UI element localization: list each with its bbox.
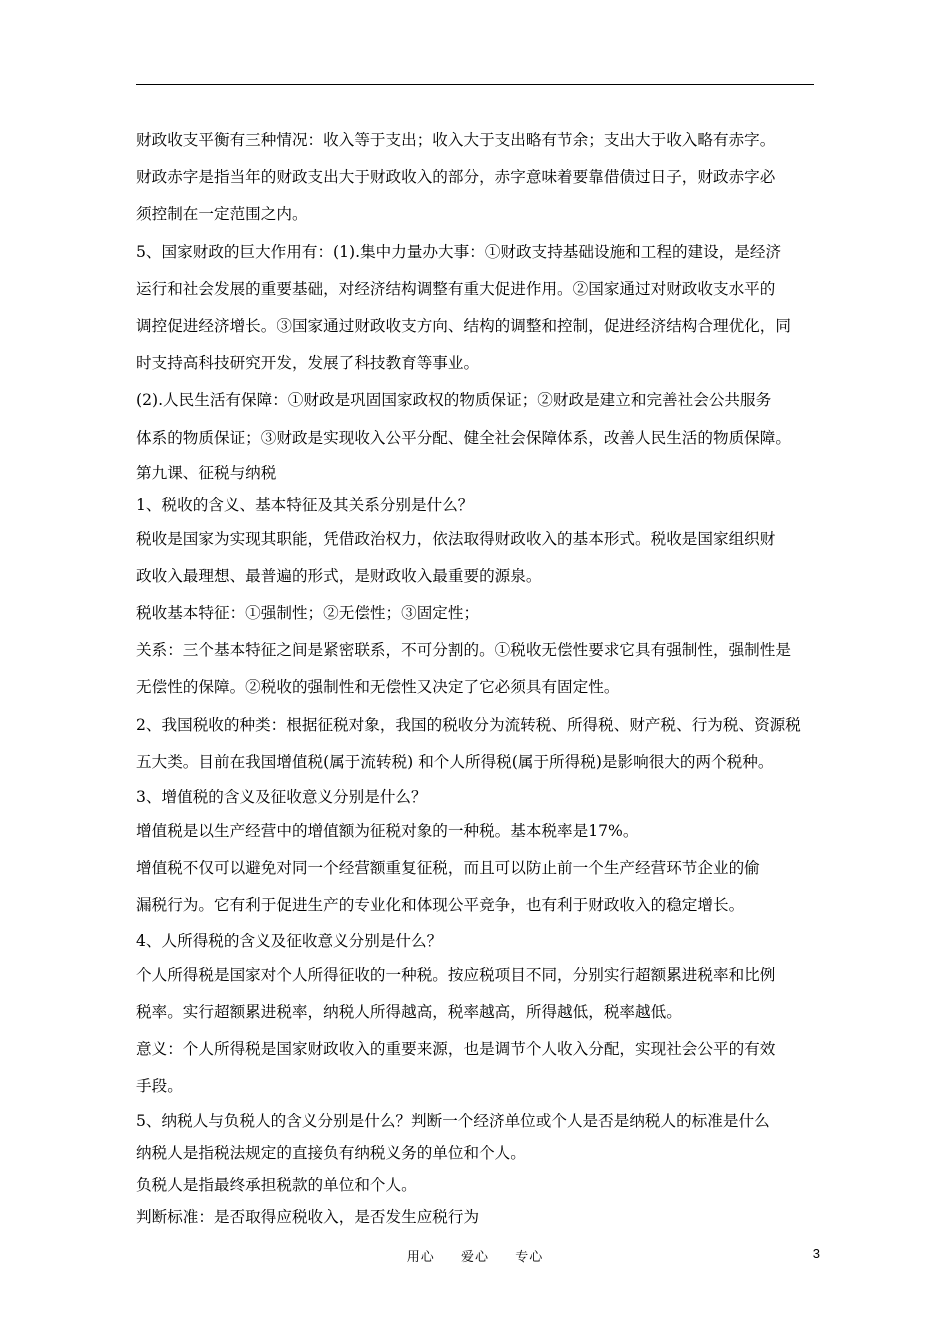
text-line: 手段。 [136,1077,183,1096]
text-line: 财政赤字是指当年的财政支出大于财政收入的部分，赤字意味着要靠借债过日子，财政赤字必 [136,168,776,187]
text-line: 增值税不仅可以避免对同一个经营额重复征税，而且可以防止前一个生产经营环节企业的偷 [136,859,760,878]
question-heading: 3、增值税的含义及征收意义分别是什么？ [136,788,427,806]
footer-slogan: 用心 爱心 专心 [406,1250,544,1265]
text-line: (2).人民生活有保障：①财政是巩固国家政权的物质保证；②财政是建立和完善社会公共服务 [136,391,772,410]
text-line: 税收基本特征：①强制性；②无偿性；③固定性； [136,604,480,623]
page-number: 3 [812,1246,820,1261]
text-line: 个人所得税是国家对个人所得征收的一种税。按应税项目不同，分别实行超额累进税率和比例 [136,965,776,984]
text-line: 须控制在一定范围之内。 [136,205,308,224]
text-line: 运行和社会发展的重要基础，对经济结构调整有重大促进作用。②国家通过对财政收支水平的 [136,279,776,298]
text-line: 五大类。目前在我国增值税(属于流转税) 和个人所得税(属于所得税)是影响很大的两个税种。 [136,752,774,771]
page-footer [0,1246,950,1270]
lesson-heading: 第九课、征税与纳税 [136,463,277,482]
text-line: 5、国家财政的巨大作用有：(1).集中力量办大事：①财政支持基础设施和工程的建设，是经济 [136,242,782,261]
text-line: 意义：个人所得税是国家财政收入的重要来源，也是调节个人收入分配，实现社会公平的有效 [136,1039,776,1058]
text-line: 增值税是以生产经营中的增值额为征税对象的一种税。基本税率是17%。 [136,822,639,840]
header-rule [136,84,814,85]
text-line: 税收是国家为实现其职能，凭借政治权力，依法取得财政收入的基本形式。税收是国家组织财 [136,529,776,548]
text-line: 负税人是指最终承担税款的单位和个人。 [136,1176,417,1195]
text-line: 政收入最理想、最普遍的形式，是财政收入最重要的源泉。 [136,566,542,585]
text-line: 纳税人是指税法规定的直接负有纳税义务的单位和个人。 [136,1144,526,1163]
text-line: 漏税行为。它有利于促进生产的专业化和体现公平竞争，也有利于财政收入的稳定增长。 [136,896,745,915]
question-heading: 1、税收的含义、基本特征及其关系分别是什么？ [136,495,474,514]
text-line: 2、我国税收的种类：根据征税对象，我国的税收分为流转税、所得税、财产税、行为税、资源税 [136,715,801,734]
text-line: 关系：三个基本特征之间是紧密联系，不可分割的。①税收无偿性要求它具有强制性，强制性是 [136,641,791,660]
text-line: 判断标准：是否取得应税收入，是否发生应税行为 [136,1208,480,1227]
text-line: 调控促进经济增长。③国家通过财政收支方向、结构的调整和控制，促进经济结构合理优化，同 [136,316,791,335]
text-line: 体系的物质保证；③财政是实现收入公平分配、健全社会保障体系，改善人民生活的物质保障。 [136,428,791,447]
text-line: 无偿性的保障。②税收的强制性和无偿性又决定了它必须具有固定性。 [136,678,620,697]
text-line: 税率。实行超额累进税率，纳税人所得越高，税率越高，所得越低，税率越低。 [136,1002,682,1021]
text-line: 财政收支平衡有三种情况：收入等于支出；收入大于支出略有节余；支出大于收入略有赤字。 [136,131,776,149]
question-heading: 5、纳税人与负税人的含义分别是什么？判断一个经济单位或个人是否是纳税人的标准是什么 [136,1112,770,1131]
text-line: 时支持高科技研究开发，发展了科技教育等事业。 [136,354,480,373]
question-heading: 4、人所得税的含义及征收意义分别是什么？ [136,931,443,950]
document-body [136,122,816,1233]
